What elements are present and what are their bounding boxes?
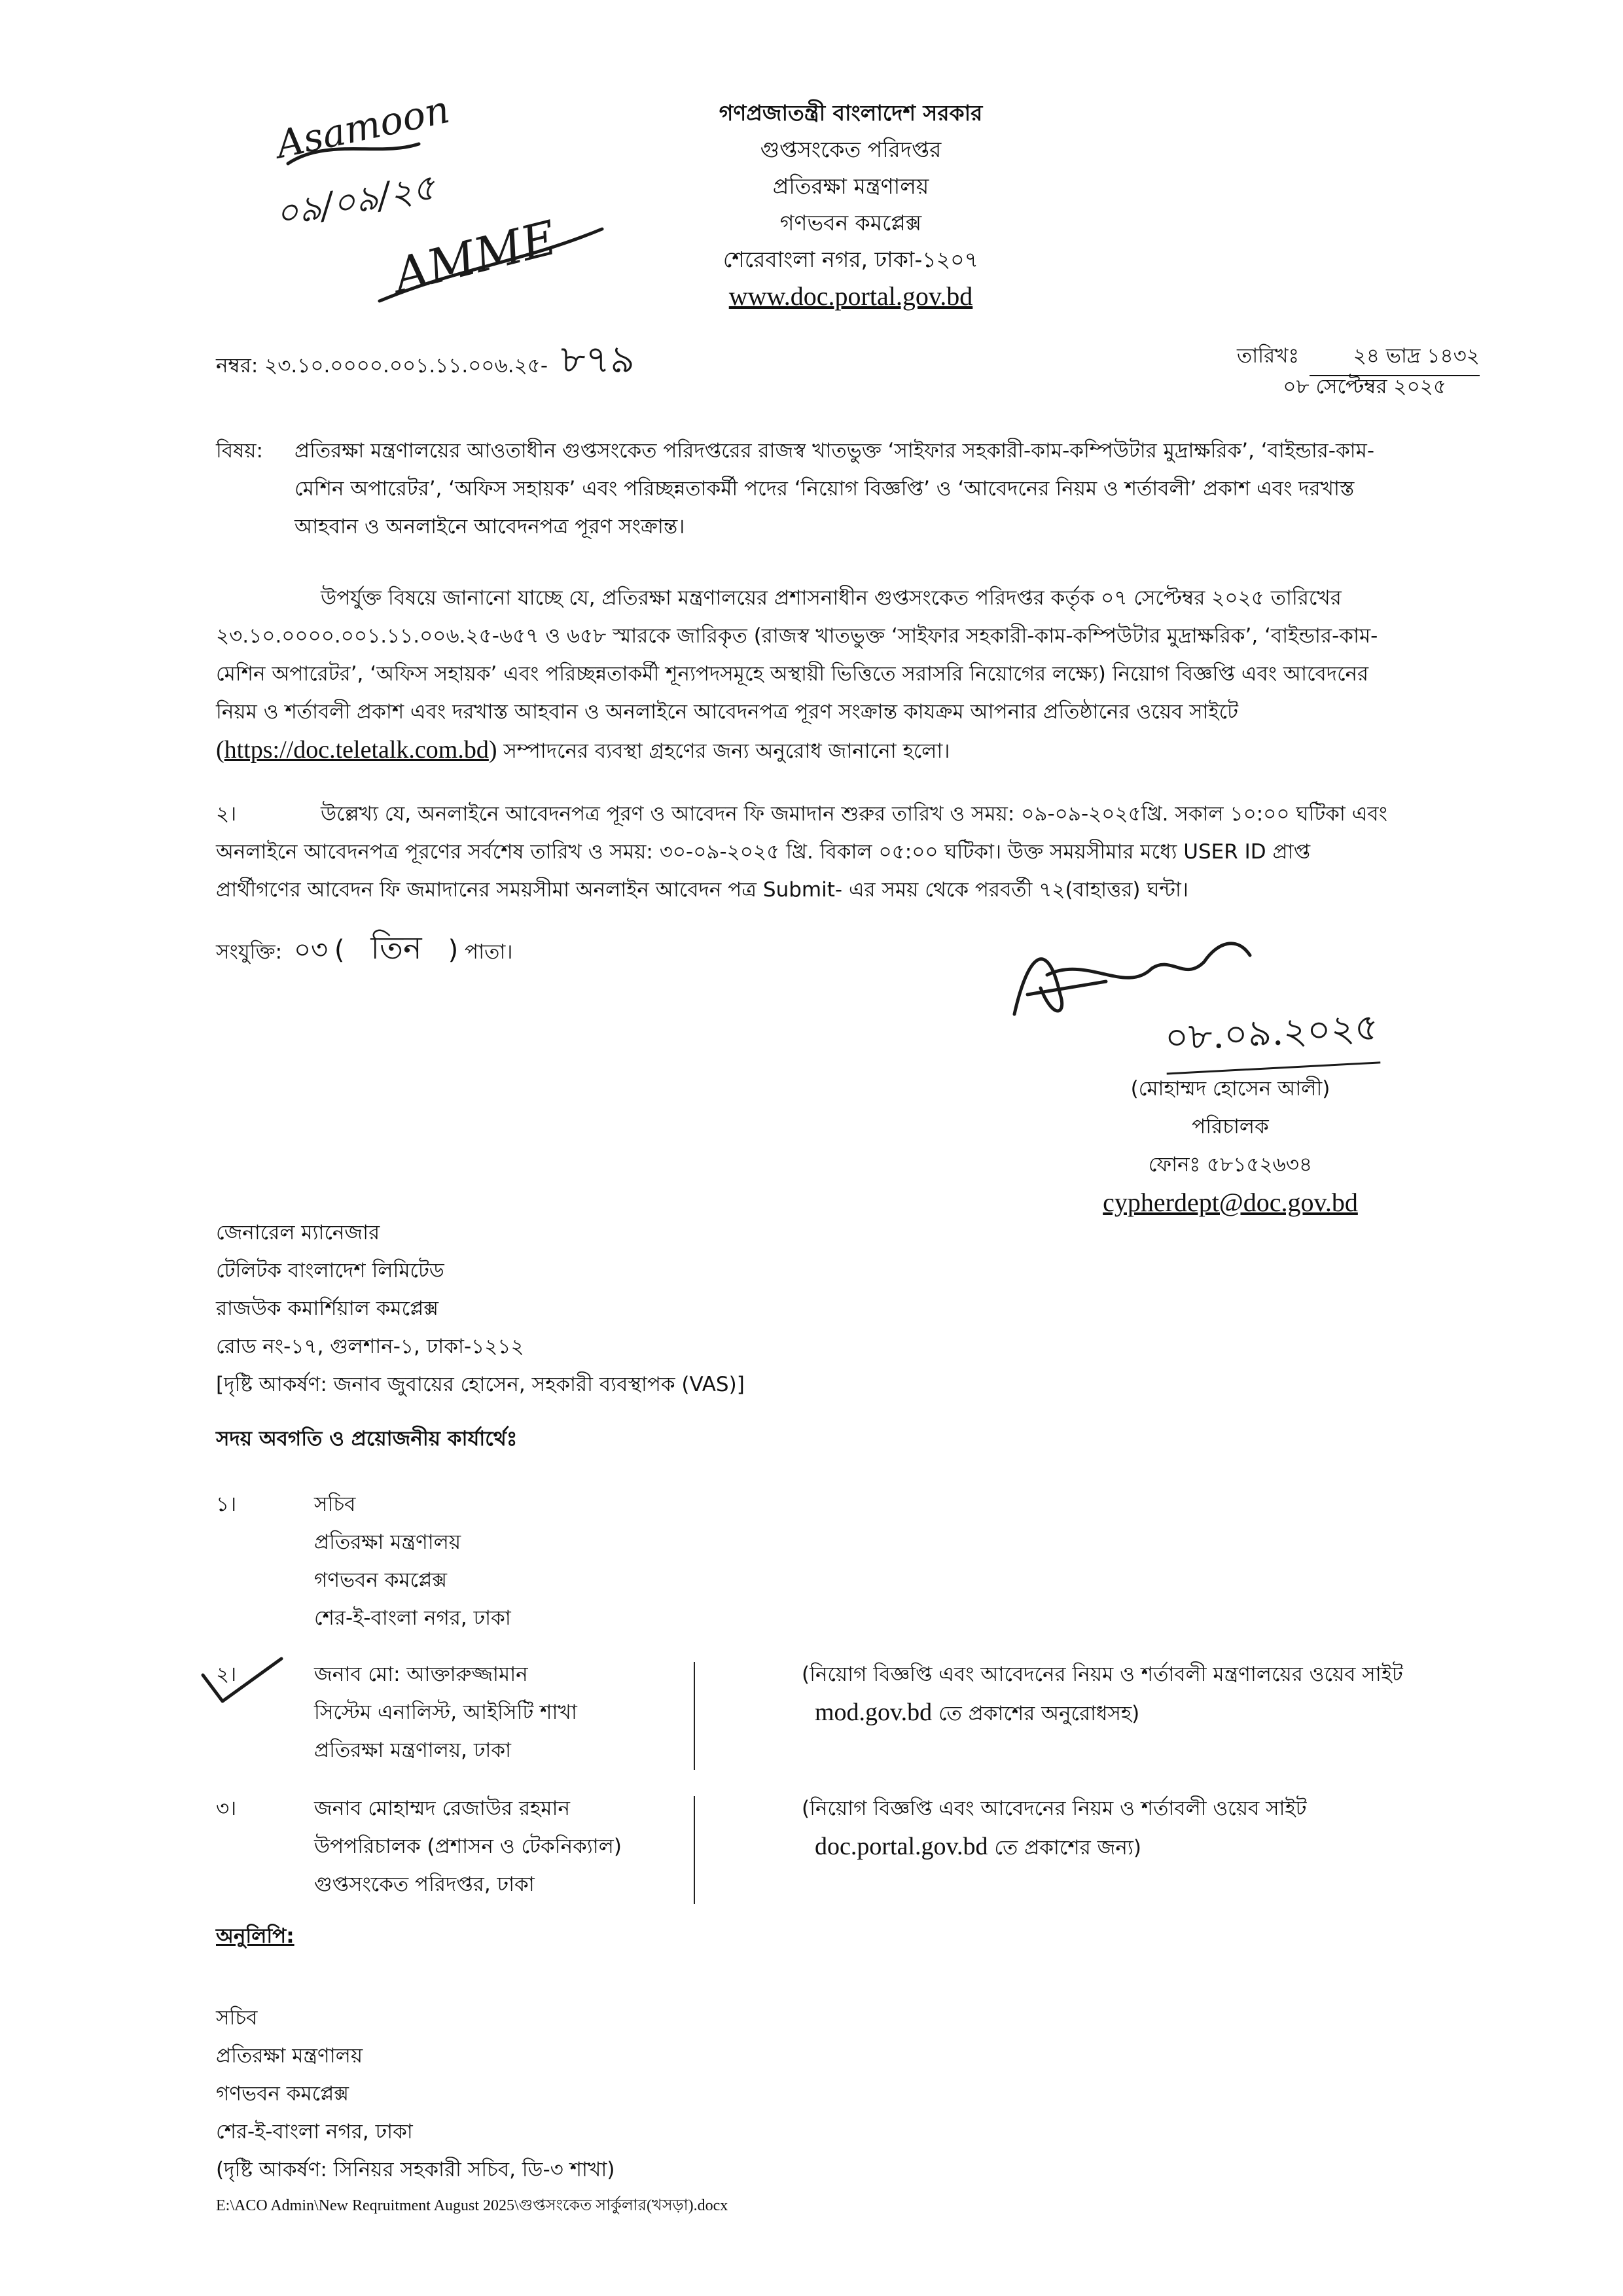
subject-text	[294, 432, 1446, 546]
attachment: সংযুক্তি: ০৩ ( তিন ) পাতা।	[216, 930, 513, 966]
para2-number: ২।	[216, 802, 237, 826]
subject-label: বিষয়:	[216, 439, 263, 463]
distribution-2-note-line-2	[802, 1693, 1403, 1733]
distribution-2-line-2: সিস্টেম এনালিস্ট, আইসিটি শাখা	[314, 1701, 577, 1724]
recipient-line-1: জেনারেল ম্যানেজার	[216, 1221, 380, 1245]
distribution-1-number: ১।	[216, 1492, 237, 1516]
date-label: তারিখঃ	[1237, 344, 1300, 368]
mod-website-link[interactable]: mod.gov.bd	[815, 1699, 933, 1726]
header-line-4: গণভবন কমপ্লেক্স	[779, 210, 922, 236]
para1-tail: সম্পাদনের ব্যবস্থা গ্রহণের জন্য অনুরোধ জানানো হলো।	[503, 739, 950, 763]
distribution-2-note-tail: তে প্রকাশের অনুরোধসহ)	[938, 1702, 1140, 1725]
handwritten-note-line2: ০৯/০৯/২৫	[272, 166, 438, 236]
distribution-3-note-tail: তে প্রকাশের জন্য)	[994, 1836, 1141, 1860]
memo-number	[216, 337, 635, 385]
copy-line-2: প্রতিরক্ষা মন্ত্রণালয়	[216, 2044, 363, 2068]
distribution-3-note	[802, 1790, 1307, 1867]
recipient-line-5: [দৃষ্টি আকর্ষণ: জনাব জুবায়ের হোসেন, সহকারী ব্যবস্থাপক (VAS)]	[216, 1373, 745, 1396]
attachment-count-handwritten: তিন	[370, 930, 422, 966]
para2-line-1: উল্লেখ্য যে, অনলাইনে আবেদনপত্র পূরণ ও আবেদন ফি জমাদান শুরুর তারিখ ও সময়: ০৯-০৯-২০২৫খ্রি. সকাল ১০:০০ ঘটিকা এবং	[321, 802, 1387, 826]
distribution-1-line-1: সচিব	[314, 1492, 356, 1516]
distribution-2-divider	[694, 1662, 695, 1770]
distribution-2-note-line-1: (নিয়োগ বিজ্ঞপ্তি এবং আবেদনের নিয়ম ও শর্তাবলী মন্ত্রণালয়ের ওয়েব সাইট	[802, 1663, 1403, 1686]
para1-line-3: মেশিন অপারেটর’, ‘অফিস সহায়ক’ এবং পরিচ্ছন্নতাকর্মী শূন্যপদসমূহে অস্থায়ী ভিত্তিতে সরাসরি নিয়োগের লক্ষ্যে) নিয়োগ বিজ্ঞপ্তি এবং আবেদনের	[216, 662, 1369, 686]
teletalk-link[interactable]: https://doc.teletalk.com.bd	[224, 736, 489, 764]
header-line-3: প্রতিরক্ষা মন্ত্রণালয়	[772, 173, 929, 199]
distribution-3-line-3: গুপ্তসংকেত পরিদপ্তর, ঢাকা	[314, 1873, 535, 1896]
distribution-1-line-4: শের-ই-বাংলা নগর, ঢাকা	[314, 1606, 511, 1630]
body-paragraph-1	[216, 579, 1446, 770]
distribution-1-line-3: গণভবন কমপ্লেক্স	[314, 1568, 448, 1592]
date-bangla: ২৪ ভাদ্র ১৪৩২	[1310, 337, 1480, 376]
signature-date: ০৮.০৯.২০২৫	[1164, 999, 1380, 1075]
distribution-2-note	[802, 1655, 1403, 1733]
distribution-2-line-1: জনাব মো: আক্তারুজ্জামান	[314, 1663, 528, 1686]
header-line-5: শেরেবাংলা নগর, ঢাকা-১২০৭	[722, 247, 979, 272]
copy-heading: অনুলিপি:	[216, 1924, 294, 1948]
distribution-2-number: ২।	[216, 1663, 237, 1686]
distribution-1-line-2: প্রতিরক্ষা মন্ত্রণালয়	[314, 1530, 461, 1554]
copy-line-4: শের-ই-বাংলা নগর, ঢাকা	[216, 2120, 413, 2144]
attachment-suffix: পাতা।	[465, 940, 513, 964]
para2-line-3: প্রার্থীগণের আবেদন ফি জমাদানের সময়সীমা অনলাইন আবেদন পত্র Submit- এর সময় থেকে পরবর্তী ৭২(বাহাত্তর) ঘন্টা।	[216, 878, 1188, 902]
date-english: ০৮ সেপ্টেম্বর ২০২৫	[1283, 375, 1446, 398]
copy-line-1: সচিব	[216, 2006, 258, 2030]
para1-line-5: (https://doc.teletalk.com.bd) সম্পাদনের ব্যবস্থা গ্রহণের জন্য অনুরোধ জানানো হলো।	[216, 736, 950, 764]
distribution-2	[314, 1655, 577, 1769]
handwritten-note-line1: Asamoon	[272, 86, 454, 168]
recipient-line-4: রোড নং-১৭, গুলশান-১, ঢাকা-১২১২	[216, 1335, 524, 1358]
subject-line-1: প্রতিরক্ষা মন্ত্রণালয়ের আওতাধীন গুপ্তসংকেত পরিদপ্তরের রাজস্ব খাতভুক্ত ‘সাইফার সহকারী-কাম-কম্পিউটার মুদ্রাক্ষরিক’, ‘বাইন্ডার-কাম-	[294, 439, 1375, 463]
para1-line-4: নিয়ম ও শর্তাবলী প্রকাশ এবং দরখাস্ত আহবান ও অনলাইনে আবেদনপত্র পূরণ সংক্রান্ত কাযক্রম আপনার প্রতিষ্ঠানের ওয়েব সাইটে	[216, 700, 1239, 724]
recipient-line-2: টেলিটক বাংলাদেশ লিমিটেড	[216, 1259, 444, 1282]
attachment-count: ০৩	[293, 935, 328, 965]
para2-line-2: অনলাইনে আবেদনপত্র পূরণের সর্বশেষ তারিখ ও সময়: ৩০-০৯-২০২৫ খ্রি. বিকাল ০৫:০০ ঘটিকা। উক্ত সময়সীমার মধ্যে USER ID প্রাপ্ত	[216, 840, 1311, 864]
signatory-email[interactable]: cypherdept@doc.gov.bd	[1103, 1188, 1358, 1217]
distribution-3-number: ৩।	[216, 1797, 237, 1820]
header-website-link[interactable]: www.doc.portal.gov.bd	[728, 281, 973, 311]
subject-line-3: আহবান ও অনলাইনে আবেদনপত্র পূরণ সংক্রান্ত।	[294, 515, 685, 539]
handwritten-note-line3: AMME	[388, 209, 562, 304]
distribution-3	[314, 1790, 622, 1903]
distribution-2-line-3: প্রতিরক্ষা মন্ত্রণালয়, ঢাকা	[314, 1739, 512, 1762]
distribution-3-line-1: জনাব মোহাম্মদ রেজাউর রহমান	[314, 1797, 570, 1820]
distribution-3-divider	[694, 1796, 695, 1904]
distribution-1	[314, 1485, 511, 1637]
attachment-label: সংযুক্তি:	[216, 940, 283, 964]
action-heading: সদয় অবগতি ও প্রয়োজনীয় কার্যার্থেঃ	[216, 1427, 518, 1451]
signatory-block	[1034, 1070, 1427, 1222]
copy-recipient	[216, 1999, 615, 2189]
copy-line-3: গণভবন কমপ্লেক্স	[216, 2082, 349, 2106]
body-paragraph-2	[216, 795, 1446, 909]
memo-number-handwritten: ৮৭৯	[560, 337, 635, 381]
distribution-3-note-line-2	[802, 1828, 1307, 1867]
distribution-3-note-line-1: (নিয়োগ বিজ্ঞপ্তি এবং আবেদনের নিয়ম ও শর্তাবলী ওয়েব সাইট	[802, 1797, 1307, 1820]
signatory-phone: ফোনঃ ৫৮১৫২৬৩৪	[1148, 1153, 1313, 1176]
para1-line-1: উপর্যুক্ত বিষয়ে জানানো যাচ্ছে যে, প্রতিরক্ষা মন্ত্রণালয়ের প্রশাসনাধীন গুপ্তসংকেত পরিদপ্তর কর্তৃক ০৭ সেপ্টেম্বর ২০২৫ তারিখের	[321, 586, 1342, 610]
signatory-name: (মোহাম্মদ হোসেন আলী)	[1130, 1077, 1330, 1101]
recipient-line-3: রাজউক কমার্শিয়াল কমপ্লেক্স	[216, 1297, 439, 1320]
distribution-3-line-2: উপপরিচালক (প্রশাসন ও টেকনিক্যাল)	[314, 1835, 622, 1858]
copy-line-5: (দৃষ্টি আকর্ষণ: সিনিয়র সহকারী সচিব, ডি-৩ শাখা)	[216, 2158, 615, 2181]
recipient-address	[216, 1214, 745, 1404]
checkmark-icon	[196, 1649, 294, 1714]
header-line-2: গুপ্তসংকেত পরিদপ্তর	[760, 137, 942, 162]
para1-line-2: ২৩.১০.০০০০.০০১.১১.০০৬.২৫-৬৫৭ ও ৬৫৮ স্মারকে জারিকৃত (রাজস্ব খাতভুক্ত ‘সাইফার সহকারী-কাম-কম্পিউটার মুদ্রাক্ষরিক’, ‘বাইন্ডার-কাম-	[216, 624, 1378, 648]
letterhead	[0, 95, 1623, 315]
signatory-title: পরিচালক	[1192, 1115, 1269, 1139]
header-line-1: গণপ্রজাতন্ত্রী বাংলাদেশ সরকার	[719, 100, 983, 126]
subject-line-2: মেশিন অপারেটর’, ‘অফিস সহায়ক’ এবং পরিচ্ছন্নতাকর্মী পদের ‘নিয়োগ বিজ্ঞপ্তি’ ও ‘আবেদনের নিয়ম ও শর্তাবলী’ প্রকাশ এবং দরখাস্ত	[294, 477, 1355, 501]
footer-file-path: E:\ACO Admin\New Reqruitment August 2025\গুপ্তসংকেত সার্কুলার(খসড়া).docx	[216, 2197, 728, 2214]
doc-portal-website-link[interactable]: doc.portal.gov.bd	[815, 1833, 988, 1860]
memo-number-label: নম্বর: ২৩.১০.০০০০.০০১.১১.০০৬.২৫-	[216, 354, 548, 378]
